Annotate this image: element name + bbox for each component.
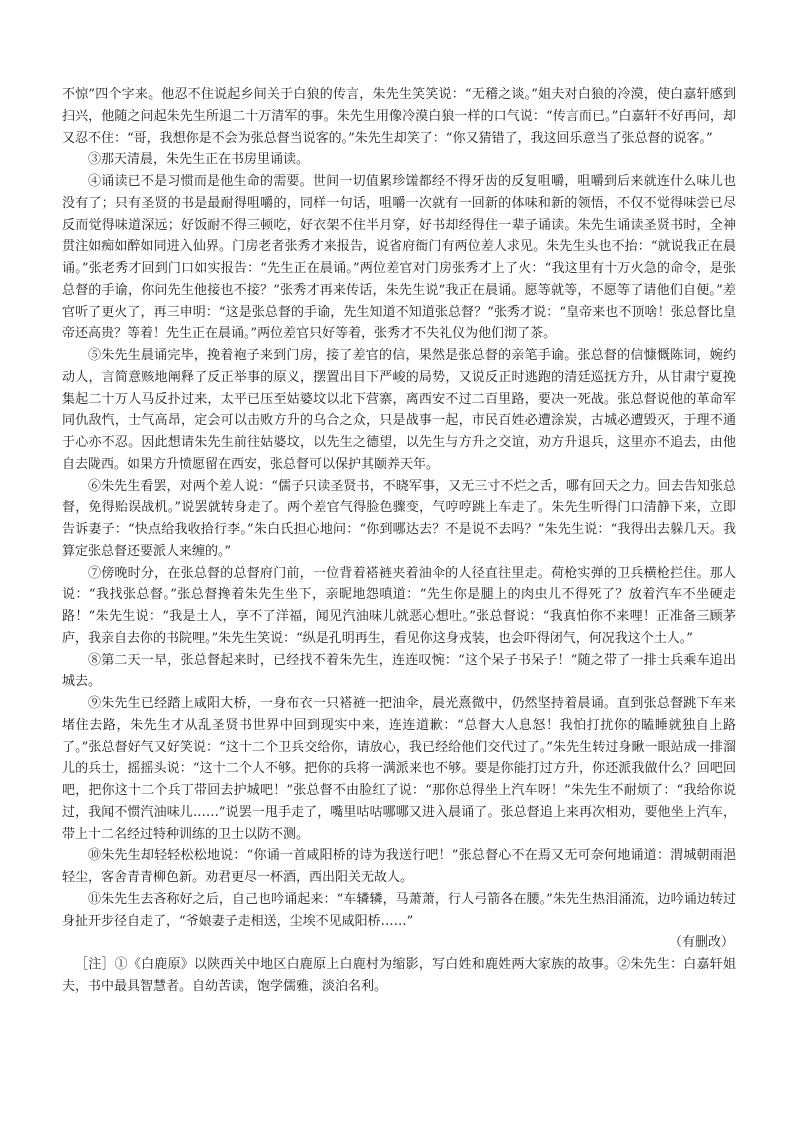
document-page: [62, 84, 736, 998]
paragraph-7: ⑦傍晚时分，在张总督的总督府门前，一位背着褡裢夹着油伞的人径直往里走。荷枪实弹的卫兵横枪拦住。那人说：“我找张总督。”张总督搀着朱先生坐下，亲昵地怨嗔道：“先生你是腿上的肉虫儿不得死了？放着汽车不坐硬走路！”朱先生说：“我是土人，享不了洋福，闻见汽油味儿就恶心想吐。”张总督说：“我真怕你不来哩！正准备三顾茅庐，我亲自去你的书院哩。”朱先生笑说：“纵是孔明再生，看见你这身戎装，也会吓得闭气，何况我这个土人。”: [62, 565, 736, 646]
paragraph-1: 不惊”四个字来。他忍不住说起乡间关于白狼的传言，朱先生笑笑说：“无稽之谈。”姐夫对白狼的冷漠，使白嘉轩感到扫兴，他随之问起朱先生所退二十万清军的事。朱先生用像冷漠白狼一样的口气说：“传言而已。”白嘉轩不好再问，却又忍不住：“哥，我想你是不会为张总督当说客的。”朱先生却笑了：“你又猜错了，我这回乐意当了张总督的说客。”: [62, 87, 736, 146]
paragraph-10: ⑩朱先生却轻轻松松地说：“你诵一首咸阳桥的诗为我送行吧！”张总督心不在焉又无可奈何地诵道：渭城朝雨浥轻尘，客舍青青柳色新。劝君更尽一杯酒，西出阳关无故人。: [62, 848, 736, 885]
paragraph-4: ④诵读已不是习惯而是他生命的需要。世间一切值累珍馐都经不得牙齿的反复咀嚼，咀嚼到后来就连什么味儿也没有了；只有圣贤的书是最耐得咀嚼的，同样一句话，咀嚼一次就有一回新的体味和新的领悟，不仅不觉得味尝已尽反而觉得味道深远；好饭耐不得三顿吃，好衣架不住半月穿，好书却经得住一辈子诵读。朱先生诵读圣贤书时，全神贯注如痴如醉如同进入仙界。门房老者张秀才来报告，说省府衙门有两位差人求见。朱先生头也不抬：“就说我正在晨诵。”张老秀才回到门口如实报告：“先生正在晨诵。”两位差官对门房张秀才上了火：“我这里有十万火急的命令，是张总督的手谕，你问先生他接也不接？”张秀才再来传话，朱先生说“我正在晨诵。愿等就等，不愿等了请他们自便。”差官听了更火了，再三申明：“这是张总督的手谕，先生知道不知道张总督？”张秀才说：“皇帝来也不顶啥！张总督比皇帝还高贵？等着！先生正在晨诵。”两位差官只好等着，张秀才不失礼仪为他们沏了茶。: [62, 174, 736, 342]
paragraph-11: ⑪朱先生去吝称好之后，自己也吟诵起来：“车辚辚，马萧萧，行人弓箭各在腰。”朱先生热泪涌流，边吟诵边转过身扯开步径自走了，“爷娘妻子走相送，尘埃不见咸阳桥……”: [62, 891, 736, 929]
footnote: ［注］①《白鹿原》以陕西关中地区白鹿原上白鹿村为缩影，写白姓和鹿姓两大家族的故事。②朱先生：白嘉轩姐夫，书中最具智慧者。自幼苦读，饱学儒雅，淡泊名利。: [62, 957, 736, 994]
paragraph-6: ⑥朱先生看罢，对两个差人说：“儒子只读圣贤书，不晓军事，又无三寸不烂之舌，哪有回天之力。回去告知张总督，免得贻误战机。”说罢就转身走了。两个差官气得脸色骤变，气哼哼跳上车走了。朱先生听得门口清静下来，立即告诉妻子：“快点给我收拾行李。”朱白氏担心地问：“你到哪达去？不是说不去吗？”朱先生说：“我得出去躲几天。我算定张总督还要派人来缠的。”: [62, 478, 736, 559]
paragraph-5: ⑤朱先生晨诵完毕，挽着袍子来到门房，接了差官的信，果然是张总督的亲笔手谕。张总督的信慷慨陈词，婉约动人，言简意赅地阐释了反正举事的原义，摆置出目下严峻的局势，又说反正时逃跑的清廷巡抚方升，从甘肃宁夏挽集起二十万人马反扑过来，太平已压至姑婆坟以北下营寨，离西安不过二百里路，要决一死战。张总督说他的革命军同仇敌忾，士气高昂，定会可以击败方升的乌合之众，只是战事一起，市民百姓必遭涂炭，古城必遭毁灭，于理不通于心亦不忍。因此想请朱先生前往姑婆坟，以先生之德望，以先生与方升之交谊，劝方升退兵，这里亦不追去，由他自去陇西。如果方升愤愿留在西安，张总督可以保护其颐养天年。: [62, 348, 736, 472]
paragraph-3: ③那天清晨，朱先生正在书房里诵读。: [88, 152, 310, 168]
paragraph-8: ⑧第二天一早，张总督起来时，已经找不着朱先生，连连叹惋：“这个呆子书呆子！”随之带了一排士兵乘车追出城去。: [62, 652, 736, 690]
source-note: （有删改）: [668, 935, 734, 951]
paragraph-9: ⑨朱先生已经踏上咸阳大桥，一身布衣一只褡裢一把油伞，晨光熹微中，仍然坚持着晨诵。直到张总督跳下车来堵住去路，朱先生才从乱圣贤书世界中回到现实中来，连连道歉：“总督大人息怒！我怕打扰你的瞌睡就独自上路了。”张总督好气又好笑说：“这十二个卫兵交给你，请放心，我已经给他们交代过了。”朱先生转过身瞅一眼站成一排溜儿的兵士，摇摇头说：“这十二个人不够。把你的兵将一满派来也不够。要是你能打过方升，你还派我做什么？回吧回吧，把你这十二个兵丁带回去护城吧！”张总督不由脸红了说：“那你总得坐上汽车呀！”朱先生不耐烦了：“我给你说过，我闻不惯汽油味儿……”说罢一甩手走了，嘴里咕咕哪哪又进入晨诵了。张总督追上来再次相劝，要他坐上汽车，带上十二名经过特种训练的卫士以防不测。: [62, 696, 736, 842]
